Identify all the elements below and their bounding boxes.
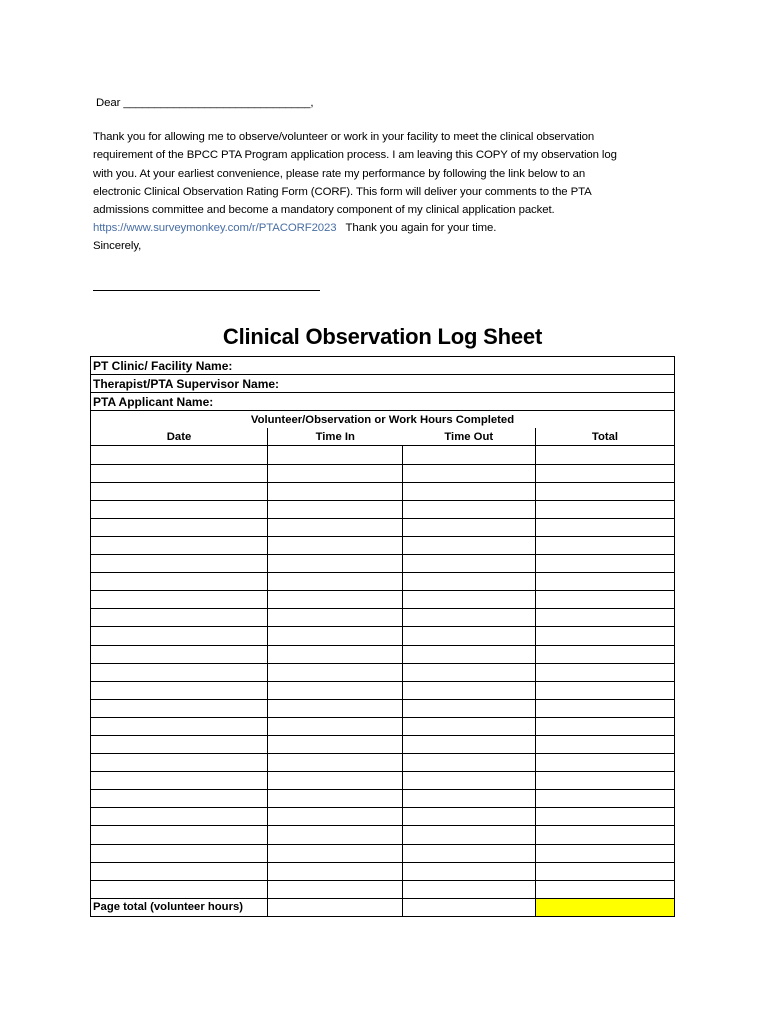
time-out-cell[interactable] (403, 681, 536, 699)
time-in-cell[interactable] (268, 536, 403, 554)
date-cell[interactable] (91, 518, 268, 536)
log-row (91, 573, 675, 591)
time-in-cell[interactable] (268, 609, 403, 627)
total-cell[interactable] (536, 808, 675, 826)
total-cell[interactable] (536, 772, 675, 790)
log-row (91, 844, 675, 862)
total-cell[interactable] (536, 645, 675, 663)
thanks-text: Thank you again for your time. (336, 222, 497, 235)
supervisor-row (91, 375, 675, 393)
date-cell[interactable] (91, 663, 268, 681)
total-cell[interactable] (536, 790, 675, 808)
date-cell[interactable] (91, 482, 268, 500)
time-out-cell[interactable] (403, 663, 536, 681)
total-cell[interactable] (536, 518, 675, 536)
survey-link[interactable]: https://www.surveymonkey.com/r/PTACORF2023 (93, 222, 337, 235)
log-row (91, 464, 675, 482)
time-out-cell[interactable] (403, 591, 536, 609)
log-row (91, 591, 675, 609)
time-out-cell[interactable] (403, 717, 536, 735)
total-cell[interactable] (536, 663, 675, 681)
column-header-time-in: Time In (268, 428, 403, 446)
time-out-cell[interactable] (403, 464, 536, 482)
log-row (91, 699, 675, 717)
date-cell[interactable] (91, 699, 268, 717)
time-out-cell[interactable] (403, 645, 536, 663)
total-cell[interactable] (536, 627, 675, 645)
log-row (91, 446, 675, 464)
time-out-cell[interactable] (403, 880, 536, 898)
section-header: Volunteer/Observation or Work Hours Completed (91, 411, 675, 429)
time-in-cell[interactable] (268, 681, 403, 699)
total-cell[interactable] (536, 844, 675, 862)
date-cell[interactable] (91, 536, 268, 554)
column-header-total: Total (536, 428, 675, 446)
applicant-name-field[interactable]: PTA Applicant Name: (91, 393, 675, 411)
salutation: Dear ______________________________, (96, 97, 314, 109)
date-cell[interactable] (91, 844, 268, 862)
form-title: Clinical Observation Log Sheet (222, 324, 543, 349)
time-in-cell[interactable] (268, 754, 403, 772)
time-in-cell[interactable] (268, 808, 403, 826)
time-in-cell[interactable] (268, 500, 403, 518)
clinic-name-field[interactable]: PT Clinic/ Facility Name: (91, 357, 675, 375)
time-in-cell[interactable] (268, 699, 403, 717)
time-out-cell[interactable] (403, 772, 536, 790)
clinic-row (91, 357, 675, 375)
time-out-cell[interactable] (403, 735, 536, 753)
signature-line (93, 290, 320, 291)
date-cell[interactable] (91, 627, 268, 645)
date-cell[interactable] (91, 609, 268, 627)
applicant-row (91, 393, 675, 411)
log-row (91, 826, 675, 844)
total-cell[interactable] (536, 482, 675, 500)
total-cell[interactable] (536, 826, 675, 844)
time-in-cell[interactable] (268, 627, 403, 645)
total-cell[interactable] (536, 573, 675, 591)
log-row (91, 862, 675, 880)
letter-body-line: Thank you for allowing me to observe/volunteer or work in your facility to meet the clinical observation (93, 131, 595, 144)
total-cell[interactable] (536, 754, 675, 772)
section-header-row (91, 411, 675, 429)
time-in-cell[interactable] (268, 518, 403, 536)
column-header-date: Date (91, 428, 268, 446)
time-in-cell[interactable] (268, 446, 403, 464)
time-out-cell[interactable] (403, 808, 536, 826)
time-out-cell[interactable] (403, 609, 536, 627)
time-in-cell[interactable] (268, 573, 403, 591)
page-total-label: Page total (volunteer hours) (91, 898, 268, 916)
date-cell[interactable] (91, 681, 268, 699)
time-in-cell[interactable] (268, 790, 403, 808)
log-row (91, 645, 675, 663)
time-in-cell[interactable] (268, 880, 403, 898)
total-cell[interactable] (536, 880, 675, 898)
date-cell[interactable] (91, 880, 268, 898)
log-row (91, 518, 675, 536)
page-total-value[interactable] (536, 898, 675, 916)
time-out-cell[interactable] (403, 500, 536, 518)
log-row (91, 555, 675, 573)
log-row (91, 717, 675, 735)
cover-letter (93, 94, 693, 256)
time-in-cell[interactable] (268, 735, 403, 753)
time-out-cell[interactable] (403, 699, 536, 717)
total-cell[interactable] (536, 446, 675, 464)
total-cell[interactable] (536, 555, 675, 573)
date-cell[interactable] (91, 446, 268, 464)
log-row (91, 482, 675, 500)
log-row (91, 663, 675, 681)
date-cell[interactable] (91, 754, 268, 772)
date-cell[interactable] (91, 808, 268, 826)
log-row (91, 627, 675, 645)
date-cell[interactable] (91, 573, 268, 591)
date-cell[interactable] (91, 735, 268, 753)
time-in-cell[interactable] (268, 772, 403, 790)
date-cell[interactable] (91, 790, 268, 808)
observation-log-table (90, 356, 675, 917)
log-row (91, 500, 675, 518)
time-in-cell[interactable] (268, 663, 403, 681)
log-row (91, 772, 675, 790)
time-out-cell[interactable] (403, 573, 536, 591)
time-in-cell[interactable] (268, 844, 403, 862)
column-header-time-out: Time Out (403, 428, 536, 446)
time-out-cell[interactable] (403, 754, 536, 772)
total-cell[interactable] (536, 500, 675, 518)
date-cell[interactable] (91, 862, 268, 880)
page-total-time-out[interactable] (403, 898, 536, 916)
time-out-cell[interactable] (403, 555, 536, 573)
time-out-cell[interactable] (403, 536, 536, 554)
date-cell[interactable] (91, 826, 268, 844)
total-cell[interactable] (536, 699, 675, 717)
time-in-cell[interactable] (268, 555, 403, 573)
page-total-time-in[interactable] (268, 898, 403, 916)
total-cell[interactable] (536, 717, 675, 735)
date-cell[interactable] (91, 500, 268, 518)
closing: Sincerely, (93, 240, 142, 253)
total-cell[interactable] (536, 735, 675, 753)
date-cell[interactable] (91, 464, 268, 482)
footer-row (91, 898, 675, 916)
letter-body-line: electronic Clinical Observation Rating Form (CORF). This form will deliver your comments to the PTA (93, 185, 592, 198)
time-out-cell[interactable] (403, 482, 536, 500)
time-out-cell[interactable] (403, 826, 536, 844)
total-cell[interactable] (536, 862, 675, 880)
time-in-cell[interactable] (268, 482, 403, 500)
time-in-cell[interactable] (268, 591, 403, 609)
date-cell[interactable] (91, 717, 268, 735)
log-row (91, 536, 675, 554)
date-cell[interactable] (91, 591, 268, 609)
column-header-row (91, 428, 675, 446)
time-out-cell[interactable] (403, 446, 536, 464)
link-line (93, 219, 693, 237)
total-cell[interactable] (536, 464, 675, 482)
total-cell[interactable] (536, 681, 675, 699)
date-cell[interactable] (91, 645, 268, 663)
date-cell[interactable] (91, 555, 268, 573)
log-row (91, 609, 675, 627)
time-in-cell[interactable] (268, 717, 403, 735)
time-in-cell[interactable] (268, 464, 403, 482)
total-cell[interactable] (536, 609, 675, 627)
log-row (91, 681, 675, 699)
log-row (91, 754, 675, 772)
log-row (91, 808, 675, 826)
time-out-cell[interactable] (403, 844, 536, 862)
letter-body-line: with you. At your earliest convenience, please rate my performance by following the link below to an (93, 167, 586, 180)
letter-body-line: admissions committee and become a mandatory component of my clinical application packet. (93, 204, 555, 217)
log-row (91, 880, 675, 898)
time-in-cell[interactable] (268, 862, 403, 880)
log-row (91, 790, 675, 808)
time-in-cell[interactable] (268, 645, 403, 663)
letter-body-line: requirement of the BPCC PTA Program application process. I am leaving this COPY of my observation log (93, 149, 617, 162)
time-out-cell[interactable] (403, 518, 536, 536)
time-out-cell[interactable] (403, 790, 536, 808)
time-out-cell[interactable] (403, 862, 536, 880)
time-in-cell[interactable] (268, 826, 403, 844)
log-row (91, 735, 675, 753)
total-cell[interactable] (536, 536, 675, 554)
time-out-cell[interactable] (403, 627, 536, 645)
date-cell[interactable] (91, 772, 268, 790)
total-cell[interactable] (536, 591, 675, 609)
supervisor-name-field[interactable]: Therapist/PTA Supervisor Name: (91, 375, 675, 393)
